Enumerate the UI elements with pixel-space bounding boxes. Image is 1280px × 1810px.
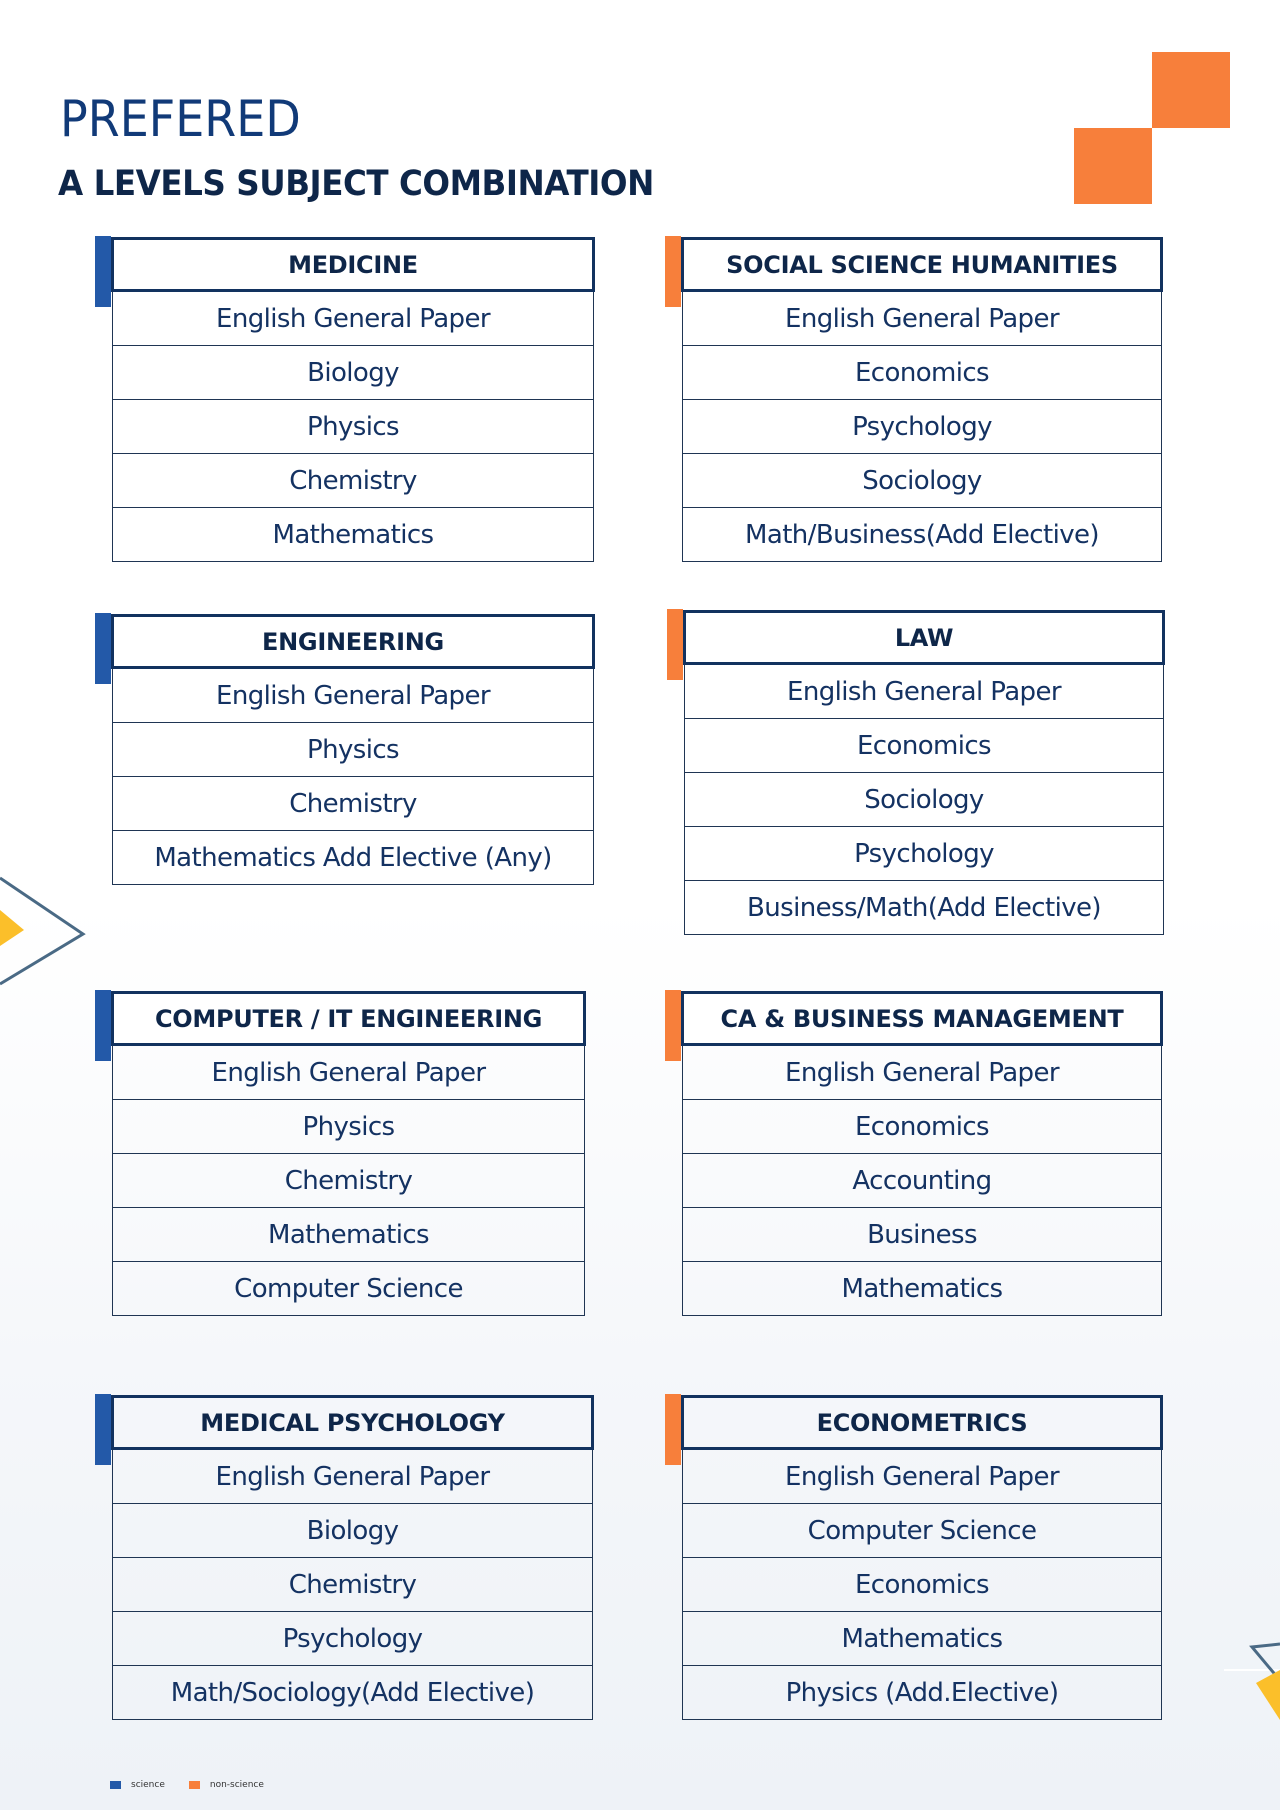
subject-table — [681, 1395, 1163, 1720]
non-science-swatch — [189, 1781, 200, 1789]
subject-cell: Sociology — [683, 454, 1162, 508]
subject-cell: Sociology — [685, 773, 1164, 827]
subject-cell: English General Paper — [685, 664, 1164, 719]
subject-table — [111, 991, 586, 1316]
combination-title: SOCIAL SCIENCE HUMANITIES — [683, 239, 1162, 291]
subject-cell: Accounting — [683, 1154, 1162, 1208]
subject-cell: Physics (Add.Elective) — [683, 1666, 1162, 1720]
subject-cell: Physics — [113, 400, 594, 454]
subject-table — [683, 610, 1165, 935]
page-pretitle: PREFERED — [60, 90, 301, 148]
combination-title: COMPUTER / IT ENGINEERING — [113, 993, 585, 1045]
combination-social-science-humanities — [681, 237, 1163, 562]
non-science-accent-bar — [665, 990, 681, 1061]
non-science-accent-bar — [665, 236, 681, 307]
combination-computer-it-engineering — [111, 991, 586, 1316]
science-accent-bar — [95, 1394, 111, 1465]
subject-cell: Biology — [113, 1504, 593, 1558]
subject-cell: Chemistry — [113, 777, 594, 831]
legend-label-non-science: non-science — [209, 1780, 264, 1790]
subject-cell: Psychology — [685, 827, 1164, 881]
subject-cell: Mathematics Add Elective (Any) — [113, 831, 594, 885]
subject-table — [111, 1395, 594, 1720]
subject-cell: Computer Science — [683, 1504, 1162, 1558]
subject-cell: Mathematics — [683, 1612, 1162, 1666]
decor-triangle-right-icon — [1220, 1620, 1280, 1730]
subject-cell: English General Paper — [113, 668, 594, 723]
non-science-accent-bar — [665, 1394, 681, 1465]
science-swatch — [110, 1781, 121, 1789]
subject-cell: English General Paper — [113, 1045, 585, 1100]
subject-cell: English General Paper — [683, 291, 1162, 346]
subject-table — [681, 237, 1163, 562]
subject-table — [111, 614, 595, 885]
subject-cell: Economics — [683, 1558, 1162, 1612]
subject-cell: English General Paper — [113, 1449, 593, 1504]
combination-medical-psychology — [111, 1395, 594, 1720]
subject-cell: Physics — [113, 723, 594, 777]
subject-table — [681, 991, 1163, 1316]
subject-cell: Chemistry — [113, 1154, 585, 1208]
science-accent-bar — [95, 236, 111, 307]
subject-cell: English General Paper — [113, 291, 594, 346]
subject-table — [111, 237, 595, 562]
subject-cell: Physics — [113, 1100, 585, 1154]
subject-cell: Economics — [683, 346, 1162, 400]
science-accent-bar — [95, 990, 111, 1061]
subject-cell: Economics — [685, 719, 1164, 773]
subject-cell: Chemistry — [113, 1558, 593, 1612]
subject-cell: English General Paper — [683, 1449, 1162, 1504]
subject-cell: Math/Sociology(Add Elective) — [113, 1666, 593, 1720]
subject-cell: Math/Business(Add Elective) — [683, 508, 1162, 562]
combination-title: ENGINEERING — [113, 616, 594, 668]
subject-cell: Chemistry — [113, 454, 594, 508]
subject-cell: Mathematics — [113, 1208, 585, 1262]
non-science-accent-bar — [667, 609, 683, 680]
combination-law — [683, 610, 1165, 935]
combination-title: ECONOMETRICS — [683, 1397, 1162, 1449]
combination-title: MEDICINE — [113, 239, 594, 291]
combination-econometrics — [681, 1395, 1163, 1720]
subject-cell: Mathematics — [113, 508, 594, 562]
combination-medicine — [111, 237, 595, 562]
combination-title: MEDICAL PSYCHOLOGY — [113, 1397, 593, 1449]
subject-cell: Mathematics — [683, 1262, 1162, 1316]
decor-triangle-left-icon — [0, 860, 90, 1000]
decor-orange-square-top — [1152, 52, 1230, 128]
science-accent-bar — [95, 613, 111, 684]
subject-cell: Biology — [113, 346, 594, 400]
subject-cell: Economics — [683, 1100, 1162, 1154]
legend-label-science: science — [131, 1780, 165, 1790]
subject-cell: Business — [683, 1208, 1162, 1262]
combination-ca-business-management — [681, 991, 1163, 1316]
subject-cell: Psychology — [683, 400, 1162, 454]
combination-engineering — [111, 614, 595, 885]
combination-title: LAW — [685, 612, 1164, 664]
subject-cell: English General Paper — [683, 1045, 1162, 1100]
subject-cell: Business/Math(Add Elective) — [685, 881, 1164, 935]
legend — [110, 1780, 288, 1790]
subject-cell: Computer Science — [113, 1262, 585, 1316]
combination-title: CA & BUSINESS MANAGEMENT — [683, 993, 1162, 1045]
decor-orange-square-bottom — [1074, 128, 1152, 204]
subject-cell: Psychology — [113, 1612, 593, 1666]
page-title: A LEVELS SUBJECT COMBINATION — [58, 164, 654, 204]
